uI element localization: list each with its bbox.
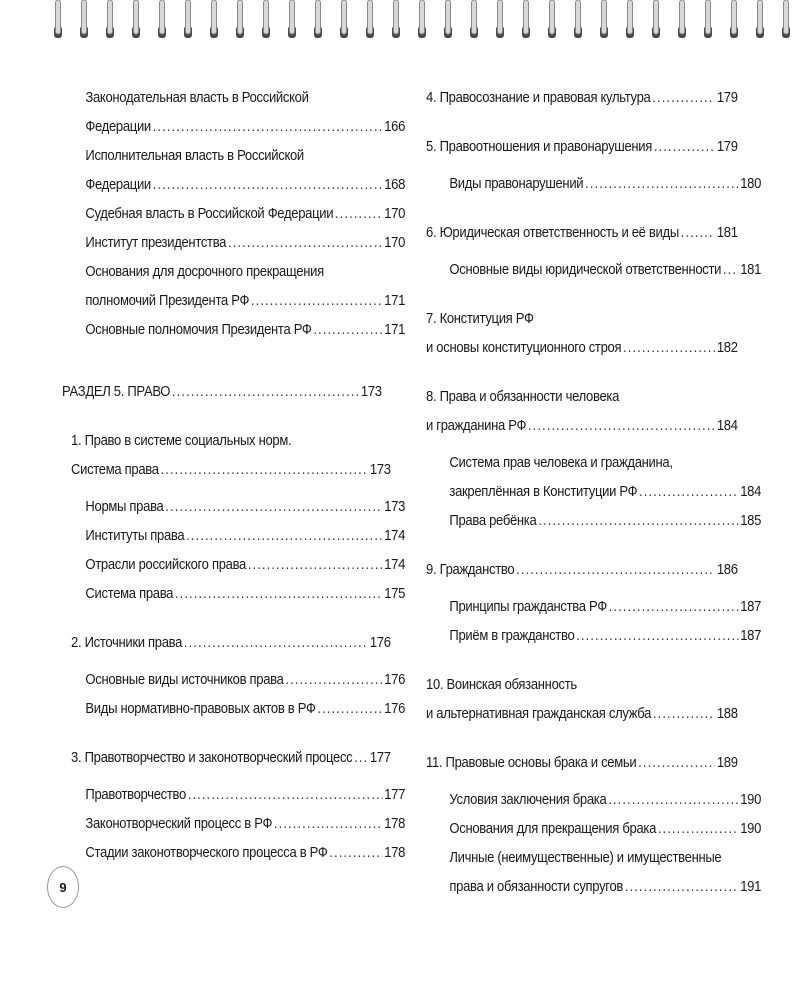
toc-entry: [62, 200, 405, 229]
spiral-ring: [210, 0, 218, 38]
toc-entry-title: Федерации: [85, 119, 151, 135]
toc-entry-title: Стадии законотворческого процесса в РФ: [85, 845, 328, 861]
toc-entry-page: 188: [716, 706, 738, 722]
toc-entry-page: 174: [384, 528, 406, 544]
toc-entry-page: 176: [384, 672, 406, 688]
toc-entry-title: Основные виды юридической ответственности: [449, 262, 722, 278]
toc-left-column: [62, 84, 406, 868]
toc-entry: [426, 84, 738, 113]
toc-entry: [62, 316, 405, 345]
toc-dot-leader: [608, 786, 738, 815]
spiral-ring: [496, 0, 504, 38]
toc-entry-page: 184: [716, 418, 738, 434]
toc-entry-page: 174: [384, 557, 406, 573]
toc-dot-leader: [285, 666, 382, 695]
toc-entry: [426, 700, 738, 729]
toc-dot-leader: [658, 815, 739, 844]
toc-dot-leader: [528, 412, 715, 441]
toc-entry-title: Федерации: [85, 177, 151, 193]
toc-entry-page: 173: [384, 499, 406, 515]
toc-dot-leader: [153, 171, 383, 200]
toc-entry-title: Система права: [85, 586, 174, 602]
toc-entry: [62, 427, 391, 456]
toc-entry-page: 168: [384, 177, 406, 193]
toc-entry-title: 9. Гражданство: [426, 562, 515, 578]
toc-dot-leader: [165, 493, 382, 522]
toc-entry-page: 176: [369, 635, 391, 651]
spiral-ring: [106, 0, 114, 38]
toc-entry: [426, 507, 761, 536]
spiral-ring: [548, 0, 556, 38]
toc-entry: [62, 113, 405, 142]
toc-entry: [62, 171, 405, 200]
toc-entry-page: 173: [369, 462, 391, 478]
toc-entry-page: 177: [384, 787, 406, 803]
spiral-ring: [626, 0, 634, 38]
toc-entry-title: Отрасли российского права: [85, 557, 246, 573]
toc-entry-title: Права ребёнка: [449, 513, 537, 529]
toc-entry: [426, 671, 738, 700]
toc-entry-title: Условия заключения брака: [449, 792, 607, 808]
toc-dot-leader: [609, 593, 739, 622]
spiral-ring: [158, 0, 166, 38]
toc-dot-leader: [274, 810, 383, 839]
toc-dot-leader: [161, 456, 369, 485]
toc-dot-leader: [251, 287, 383, 316]
toc-entry-page: 191: [740, 879, 762, 895]
spiral-ring: [132, 0, 140, 38]
spiral-ring: [444, 0, 452, 38]
spiral-ring: [652, 0, 660, 38]
toc-entry-title: 7. Конституция РФ: [426, 311, 534, 327]
toc-entry: [62, 493, 405, 522]
toc-entry-page: 166: [384, 119, 406, 135]
toc-entry-page: 178: [384, 845, 406, 861]
toc-dot-leader: [317, 695, 382, 724]
toc-entry-title: Нормы права: [85, 499, 164, 515]
toc-entry: [426, 593, 761, 622]
toc-entry: [426, 412, 738, 441]
spiral-ring: [574, 0, 582, 38]
spiral-ring: [600, 0, 608, 38]
toc-entry: [62, 629, 391, 658]
toc-entry: [62, 456, 391, 485]
toc-entry-title: 2. Источники права: [71, 635, 183, 651]
toc-dot-leader: [625, 873, 739, 902]
toc-entry: [62, 229, 405, 258]
toc-entry-title: Приём в гражданство: [449, 628, 575, 644]
toc-entry-title: 11. Правовые основы брака и семьи: [426, 755, 637, 771]
spiral-ring: [522, 0, 530, 38]
toc-entry: [426, 305, 738, 334]
toc-entry-page: 179: [716, 90, 738, 106]
toc-dot-leader: [329, 839, 382, 868]
spiral-ring: [184, 0, 192, 38]
toc-entry-title: Основания для досрочного прекращения: [85, 264, 324, 280]
toc-entry-title: Законотворческий процесс в РФ: [85, 816, 273, 832]
spiral-ring: [392, 0, 400, 38]
toc-dot-leader: [681, 219, 715, 248]
toc-entry-page: 173: [360, 384, 382, 400]
toc-dot-leader: [576, 622, 738, 651]
spiral-ring: [288, 0, 296, 38]
toc-dot-leader: [585, 170, 738, 199]
toc-entry-page: 181: [740, 262, 762, 278]
toc-entry-page: 187: [740, 599, 762, 615]
spiral-ring: [704, 0, 712, 38]
toc-dot-leader: [175, 580, 383, 609]
toc-entry-page: 190: [740, 792, 762, 808]
toc-dot-leader: [354, 744, 368, 773]
toc-entry-page: 175: [384, 586, 406, 602]
toc-entry-title: Законодательная власть в Российской: [85, 90, 309, 106]
spiral-ring: [418, 0, 426, 38]
toc-entry-page: 171: [384, 293, 406, 309]
toc-entry: [62, 258, 405, 287]
toc-entry: [62, 287, 405, 316]
toc-entry-title: Правотворчество: [85, 787, 186, 803]
toc-entry: [426, 622, 761, 651]
toc-entry: [426, 478, 761, 507]
toc-entry-title: Виды правонарушений: [449, 176, 584, 192]
toc-entry: [426, 844, 761, 873]
toc-dot-leader: [638, 749, 715, 778]
toc-dot-leader: [653, 700, 715, 729]
toc-dot-leader: [516, 556, 715, 585]
toc-entry-title: 1. Право в системе социальных норм.: [71, 433, 292, 449]
toc-entry-page: 179: [716, 139, 738, 155]
toc-entry-title: полномочий Президента РФ: [85, 293, 250, 309]
toc-entry: [62, 378, 382, 407]
toc-dot-leader: [623, 334, 715, 363]
toc-entry-title: Личные (неимущественные) и имущественные: [449, 850, 722, 866]
toc-entry: [62, 580, 405, 609]
toc-entry-title: Система права: [71, 462, 159, 478]
toc-dot-leader: [538, 507, 738, 536]
toc-entry: [426, 383, 738, 412]
toc-entry-page: 185: [740, 513, 762, 529]
toc-entry: [62, 551, 405, 580]
toc-right-column: [426, 84, 762, 902]
toc-entry-page: 184: [740, 484, 762, 500]
page-number: 9: [47, 866, 79, 908]
toc-entry-title: закреплённая в Конституции РФ: [449, 484, 638, 500]
toc-entry-page: 182: [716, 340, 738, 356]
toc-dot-leader: [186, 522, 382, 551]
toc-dot-leader: [313, 316, 382, 345]
toc-entry-page: 177: [369, 750, 391, 766]
toc-dot-leader: [248, 551, 383, 580]
toc-entry-title: 5. Правоотношения и правонарушения: [426, 139, 653, 155]
toc-entry: [426, 786, 761, 815]
spiral-ring: [366, 0, 374, 38]
toc-entry: [62, 522, 405, 551]
toc-dot-leader: [335, 200, 382, 229]
toc-entry: [426, 556, 738, 585]
toc-entry-title: Основания для прекращения брака: [449, 821, 657, 837]
spiral-binding: [0, 0, 800, 50]
spiral-ring: [340, 0, 348, 38]
spiral-ring: [236, 0, 244, 38]
toc-entry-title: 4. Правосознание и правовая культура: [426, 90, 651, 106]
toc-dot-leader: [188, 781, 383, 810]
toc-entry: [426, 170, 761, 199]
toc-entry-page: 171: [384, 322, 406, 338]
toc-dot-leader: [184, 629, 368, 658]
toc-dot-leader: [228, 229, 382, 258]
toc-entry-page: 186: [716, 562, 738, 578]
spiral-ring: [470, 0, 478, 38]
toc-entry-title: права и обязанности супругов: [449, 879, 624, 895]
toc-entry-page: 190: [740, 821, 762, 837]
toc-entry-title: 10. Воинская обязанность: [426, 677, 577, 693]
toc-entry-title: 8. Права и обязанности человека: [426, 389, 620, 405]
toc-entry-page: 170: [384, 235, 406, 251]
toc-entry-title: Основные полномочия Президента РФ: [85, 322, 312, 338]
toc-entry: [426, 873, 761, 902]
toc-entry-page: 180: [740, 176, 762, 192]
toc-dot-leader: [652, 84, 715, 113]
toc-entry-title: Принципы гражданства РФ: [449, 599, 607, 615]
toc-entry-title: Институт президентства: [85, 235, 227, 251]
toc-dot-leader: [172, 378, 359, 407]
toc-dot-leader: [153, 113, 383, 142]
toc-entry-title: Судебная власть в Российской Федерации: [85, 206, 334, 222]
spiral-ring: [54, 0, 62, 38]
toc-entry-title: 3. Правотворчество и законотворческий процесс: [71, 750, 353, 766]
toc-entry: [62, 839, 405, 868]
toc-entry: [426, 219, 738, 248]
toc-entry-title: Основные виды источников права: [85, 672, 284, 688]
toc-entry: [426, 815, 761, 844]
toc-dot-leader: [639, 478, 738, 507]
toc-entry-page: 170: [384, 206, 406, 222]
spiral-ring: [730, 0, 738, 38]
toc-entry: [62, 810, 405, 839]
spiral-ring: [262, 0, 270, 38]
toc-entry-title: и гражданина РФ: [426, 418, 527, 434]
toc-entry: [62, 84, 405, 113]
toc-entry-page: 189: [716, 755, 738, 771]
toc-dot-leader: [723, 256, 739, 285]
toc-entry-page: 178: [384, 816, 406, 832]
toc-dot-leader: [654, 133, 715, 162]
toc-entry-title: РАЗДЕЛ 5. ПРАВО: [62, 384, 171, 400]
spiral-ring: [678, 0, 686, 38]
spiral-ring: [80, 0, 88, 38]
toc-entry-page: 176: [384, 701, 406, 717]
toc-entry-page: 187: [740, 628, 762, 644]
toc-entry-title: Институты права: [85, 528, 185, 544]
toc-entry: [426, 449, 761, 478]
toc-entry: [426, 133, 738, 162]
toc-entry-title: Система прав человека и гражданина,: [449, 455, 673, 471]
spiral-ring: [756, 0, 764, 38]
spiral-ring: [782, 0, 790, 38]
toc-entry-title: Виды нормативно-правовых актов в РФ: [85, 701, 316, 717]
toc-entry-title: и основы конституционного строя: [426, 340, 622, 356]
toc-entry-title: и альтернативная гражданская служба: [426, 706, 652, 722]
toc-entry-title: 6. Юридическая ответственность и её виды: [426, 225, 679, 241]
toc-entry: [62, 781, 405, 810]
toc-entry: [62, 744, 391, 773]
toc-entry: [426, 256, 761, 285]
toc-entry: [62, 666, 405, 695]
toc-entry: [426, 749, 738, 778]
toc-entry-title: Исполнительная власть в Российской: [85, 148, 304, 164]
toc-entry: [426, 334, 738, 363]
toc-entry-page: 181: [716, 225, 738, 241]
toc-entry: [62, 142, 405, 171]
toc-entry: [62, 695, 405, 724]
spiral-ring: [314, 0, 322, 38]
